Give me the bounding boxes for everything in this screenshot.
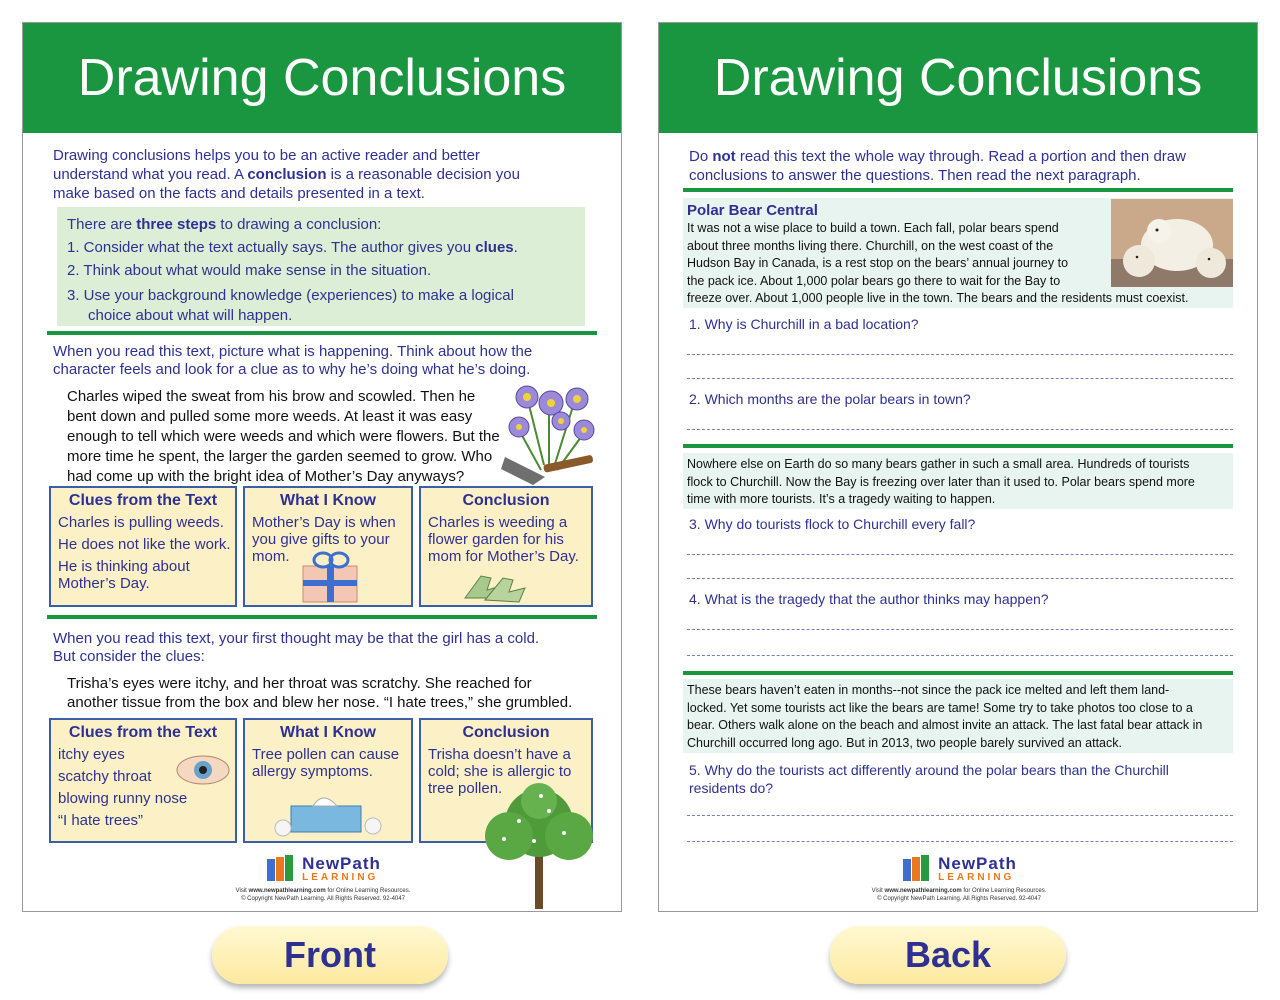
question-1: 1. Why is Churchill in a bad location? — [689, 316, 919, 332]
front-card — [22, 22, 622, 912]
logo-name: NewPath — [938, 853, 1017, 873]
gift-icon — [299, 548, 361, 604]
back-button[interactable]: Back — [830, 926, 1066, 984]
question-5-line: residents do? — [689, 780, 774, 796]
story-1-line: bent down and pulled some more weeds. At least it was easy — [67, 408, 473, 425]
passage-1-line: freeze over. About 1,000 people live in the town. The bears and the residents must coexist. — [687, 291, 1189, 305]
logo-visit — [223, 887, 423, 895]
clue-item: itchy eyes — [58, 746, 125, 763]
know-box-1-heading: What I Know — [280, 492, 376, 509]
clue-item: Mother’s Day. — [58, 575, 150, 592]
front-intro — [53, 146, 613, 203]
polar-bears-photo — [1111, 199, 1233, 287]
answer-line[interactable] — [687, 629, 1233, 630]
copyright: © Copyright NewPath Learning. All Rights Reserved. 92-4047 — [877, 896, 1041, 902]
answer-line[interactable] — [687, 815, 1233, 816]
section-2-line: But consider the clues: — [53, 648, 205, 665]
visit-part: for Online Learning Resources. — [961, 888, 1047, 894]
steps-heading-part: to drawing a conclusion: — [216, 216, 382, 233]
passage-3-line: locked. Yet some tourists act like the bears are tame! Some try to take photos too close to a — [687, 700, 1193, 715]
divider — [47, 331, 597, 335]
tissue-box-icon — [273, 788, 389, 840]
step-1-part: . — [513, 239, 518, 256]
section-2-line: When you read this text, your first thought may be that the girl has a cold. — [53, 630, 540, 647]
clue-item: scatchy throat — [58, 768, 152, 785]
section-1-line: When you read this text, picture what is happening. Think about how the — [53, 343, 533, 360]
eye-icon — [173, 750, 233, 790]
answer-line[interactable] — [687, 354, 1233, 355]
instr-part: read this text the whole way through. Read a portion and then draw — [735, 148, 1186, 165]
front-button[interactable]: Front — [212, 926, 448, 984]
front-intro-part: is a reasonable decision you — [326, 166, 520, 183]
newpath-logo — [223, 853, 423, 903]
passage-1-line: Hudson Bay in Canada, is a rest stop on the bears’ annual journey to — [687, 256, 1069, 270]
conclusion-item: Charles is weeding a — [428, 514, 568, 531]
front-intro-bold: conclusion — [247, 166, 327, 183]
clues-box-2 — [49, 718, 237, 843]
answer-line[interactable] — [687, 578, 1233, 579]
steps-heading — [67, 213, 587, 236]
conclusion-item: mom for Mother’s Day. — [428, 548, 579, 565]
steps-heading-part: There are — [67, 216, 137, 233]
question-3: 3. Why do tourists flock to Churchill every fall? — [689, 516, 976, 532]
answer-line[interactable] — [687, 841, 1233, 842]
instr-line — [689, 147, 1249, 166]
logo-row — [859, 853, 1059, 883]
clue-item: “I hate trees” — [58, 812, 144, 829]
step-3: 3. Use your background knowledge (experiences) to make a logical — [67, 287, 514, 304]
know-item: Mother’s Day is when — [252, 514, 396, 531]
logo-subname: LEARNING — [302, 871, 379, 883]
conclusion-item: flower garden for his — [428, 531, 564, 548]
front-intro-line: Drawing conclusions helps you to be an active reader and better — [53, 147, 480, 164]
clue-item: blowing runny nose — [58, 790, 188, 807]
divider — [683, 188, 1233, 192]
question-5-line: 5. Why do the tourists act differently around the polar bears than the Churchill — [689, 762, 1169, 778]
book-icon — [901, 853, 935, 883]
step-1-bold: clues — [475, 239, 514, 256]
copyright: © Copyright NewPath Learning. All Rights Reserved. 92-4047 — [241, 896, 405, 902]
gloves-icon — [461, 568, 531, 604]
logo-text — [302, 854, 381, 883]
know-item: Tree pollen can cause — [252, 746, 400, 763]
know-box-2-heading: What I Know — [280, 724, 376, 741]
story-1-line: more time he spent, the larger the garden seemed to grow. Who — [67, 448, 493, 465]
steps-text — [67, 213, 587, 325]
story-1-line: Charles wiped the sweat from his brow and scowled. Then he — [67, 388, 476, 405]
passage-1-line: It was not a wise place to build a town. Each fall, polar bears spend — [687, 221, 1059, 235]
front-intro-line — [53, 165, 613, 184]
passage-3-line: These bears haven’t eaten in months--not since the pack ice melted and left them land- — [687, 683, 1170, 697]
passage-1-line: the pack ice. About 1,000 polar bears go there to wait for the Bay to — [687, 273, 1061, 288]
passage-3 — [687, 682, 1233, 752]
story-2-line: Trisha’s eyes were itchy, and her throat was scratchy. She reached for — [67, 675, 532, 692]
tree-illustration — [479, 781, 599, 911]
step-3-cont: choice about what will happen. — [88, 307, 293, 324]
back-title: Drawing Conclusions — [659, 23, 1257, 133]
know-box-2 — [243, 718, 413, 843]
conclusion-item: Trisha doesn’t have a — [428, 746, 571, 763]
logo-subname: LEARNING — [938, 871, 1015, 883]
instr-part: Do — [689, 148, 713, 165]
book-icon — [265, 853, 299, 883]
clue-item: He is thinking about — [58, 558, 190, 575]
steps-heading-bold: three steps — [136, 216, 217, 233]
question-5 — [689, 761, 1169, 797]
newpath-logo — [859, 853, 1059, 903]
story-1-line: enough to tell which were weeds and which were flowers. But the — [67, 428, 500, 445]
clues-box-1-heading: Clues from the Text — [68, 492, 218, 509]
logo-visit — [859, 887, 1059, 895]
front-intro-part: understand what you read. A — [53, 166, 248, 183]
section-1-line: character feels and look for a clue as to why he’s doing what he’s doing. — [53, 361, 531, 378]
clue-item: Charles is pulling weeds. — [58, 514, 224, 531]
back-card — [658, 22, 1258, 912]
passage-3-line: bear. Others walk alone on the beach and almost invite an attack. The last fatal bear attack in — [687, 718, 1203, 732]
conclusion-box-1-heading: Conclusion — [462, 492, 550, 509]
section-1-intro — [53, 343, 613, 379]
know-box-1 — [243, 486, 413, 607]
story-1-line: had come up with the bright idea of Mother’s Day anyways? — [67, 468, 465, 485]
know-item: allergy symptoms. — [252, 763, 373, 780]
answer-line[interactable] — [687, 554, 1233, 555]
story-title: Polar Bear Central — [687, 202, 818, 219]
story-1 — [67, 387, 527, 487]
question-4: 4. What is the tragedy that the author thinks may happen? — [689, 591, 1049, 607]
passage-2-line: flock to Churchill. Now the Bay is freezing over later than it used to. Polar bears spend more — [687, 474, 1195, 489]
logo-row — [223, 853, 423, 883]
flower-trowel-illustration — [499, 375, 599, 485]
clues-box-1 — [49, 486, 237, 607]
answer-line[interactable] — [687, 429, 1233, 430]
answer-line[interactable] — [687, 655, 1233, 656]
story-2-line: another tissue from the box and blew her nose. “I hate trees,” she grumbled. — [67, 694, 573, 711]
passage-1-line: about three months living there. Churchill, on the west coast of the — [687, 238, 1054, 253]
instr-bold: not — [712, 148, 736, 165]
story-2 — [67, 674, 627, 712]
conclusion-box-1 — [419, 486, 593, 607]
section-2-intro — [53, 630, 613, 666]
front-intro-line: make based on the facts and details presented in a text. — [53, 185, 425, 202]
passage-2 — [687, 456, 1233, 509]
visit-part: for Online Learning Resources. — [325, 888, 411, 894]
passage-2-line: Nowhere else on Earth do so many bears gather in such a small area. Hundreds of tourists — [687, 457, 1190, 471]
step-1 — [67, 236, 587, 259]
clue-item: He does not like the work. — [58, 536, 231, 553]
instr-line: conclusions to answer the questions. Then read the next paragraph. — [689, 167, 1141, 184]
know-item: mom. — [252, 548, 290, 565]
step-2: 2. Think about what would make sense in the situation. — [67, 262, 432, 279]
visit-part: Visit — [871, 888, 885, 894]
visit-url[interactable]: www.newpathlearning.com — [248, 888, 326, 894]
know-item: you give gifts to your — [252, 531, 390, 548]
visit-url[interactable]: www.newpathlearning.com — [884, 888, 962, 894]
front-title: Drawing Conclusions — [23, 23, 621, 133]
passage-3-line: Churchill occurred long ago. But in 2013, two people barely survived an attack. — [687, 735, 1122, 750]
back-instructions — [689, 147, 1249, 185]
passage-2-line: time with more tourists. It’s a tragedy waiting to happen. — [687, 492, 996, 506]
logo-text — [938, 854, 1017, 883]
logo-name: NewPath — [302, 853, 381, 873]
answer-line[interactable] — [687, 378, 1233, 379]
divider — [47, 615, 597, 619]
divider — [683, 444, 1233, 448]
conclusion-box-2-heading: Conclusion — [462, 724, 550, 741]
conclusion-item: cold; she is allergic to — [428, 763, 572, 780]
divider — [683, 671, 1233, 675]
visit-part: Visit — [235, 888, 249, 894]
conclusion-item: tree pollen. — [428, 780, 503, 797]
step-1-part: 1. Consider what the text actually says. The author gives you — [67, 239, 476, 256]
clues-box-2-heading: Clues from the Text — [68, 724, 218, 741]
question-2: 2. Which months are the polar bears in town? — [689, 391, 971, 407]
